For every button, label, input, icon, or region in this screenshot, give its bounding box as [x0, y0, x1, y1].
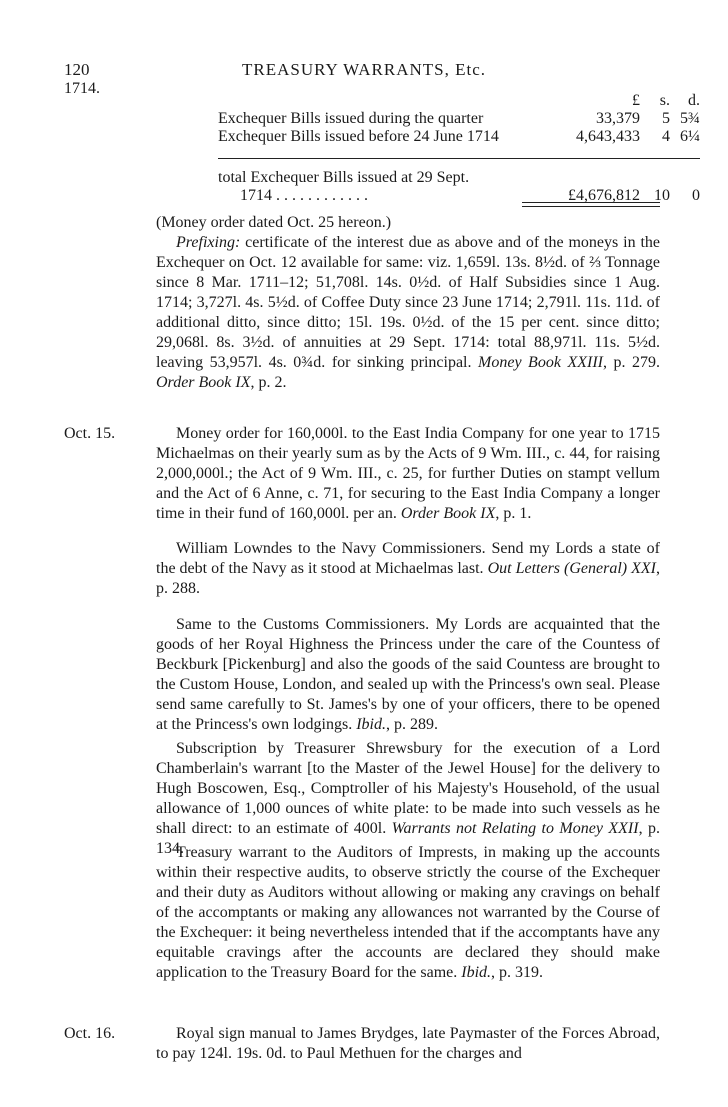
account-row-shillings: 4 — [662, 128, 670, 145]
account-row — [218, 128, 700, 146]
entry-reference: Ibid. — [461, 964, 492, 981]
page-number: 120 — [64, 60, 90, 79]
entry-auditors-warrant — [156, 843, 660, 983]
entry-reference-tail: , p. 1. — [495, 505, 532, 522]
total-pence: 0 — [692, 187, 700, 204]
total-row-line1 — [218, 159, 700, 188]
account-row-label: Exchequer Bills issued before 24 June 1714 — [218, 128, 499, 145]
entry-money-order-note — [156, 213, 660, 233]
total-label-line2: 1714 . . . . . . . . . . . . — [240, 187, 368, 204]
entry-text: William Lowndes to the Navy Commissioners. Send my Lords a state of the debt of the Navy as it stood at Michaelmas last. — [156, 540, 660, 577]
entry-customs-commissioners — [156, 615, 660, 735]
entry-text: certificate of the interest due as above and of the moneys in the Exchequer on Oct. 12 available for same: viz. 1,659l. 13s. 8½d. of ⅔ Tonnage since 8 Mar. 1711–12; 51,708l. 14s. 0½d. of Half Subsidies since 1 Aug. 1714; 3,727l. 4s. 5½d. of Coffee Duty since 23 June 1714; 2,791l. 11s. 11d. of additional ditto, since ditto; 15l. 19s. 0½d. of the 15 per cent. since ditto; 29,068l. 8s. 3½d. of annuities at 29 Sept. 1714: total 88,971l. 11s. 5½d. leaving 53,957l. 4s. 0¾d. for sinking principal. — [156, 234, 660, 371]
entry-reference-2-tail: , p. 2. — [250, 374, 287, 391]
account-row-pounds: 4,643,433 — [576, 128, 640, 145]
total-shillings: 10 — [654, 187, 670, 204]
total-pounds: £4,676,812 — [568, 187, 640, 204]
account-row — [218, 110, 700, 128]
entry-text: Money order for 160,000l. to the East India Company for one year to 1715 Michaelmas on their yearly sum as by the Acts of 9 Wm. III., c. 44, for raising 2,000,000l.; the Act of 9 Wm. III., c. 25, for further Duties on stampt vellum and the Act of 6 Anne, c. 71, for securing to the East India Company a longer time in their fund of 160,000l. per an. — [156, 425, 660, 522]
entry-reference: Ibid. — [356, 716, 386, 733]
entry-reference: Money Book XXIII — [478, 354, 603, 371]
entry-royal-sign-manual — [156, 1024, 660, 1064]
entry-text: Same to the Customs Commissioners. My Lords are acquainted that the goods of her Royal Highness the Princess under the care of the Countess of Beckburk [Pickenburg] and also the goods of the said Countess are brought to the Custom House, London, and sealed up with the Princess's own seal. Please send same carefully to St. James's by one of your officers, there to be opened at the Princess's own lodgings. — [156, 616, 660, 733]
entry-reference-tail: , p. 319. — [491, 964, 544, 981]
entry-reference-tail: , p. 288. — [156, 560, 660, 597]
currency-header-row — [218, 92, 700, 110]
account-row-pence: 5¾ — [680, 110, 700, 127]
entry-text: (Money order dated Oct. 25 hereon.) — [156, 214, 392, 231]
entry-date: Oct. 15. — [64, 425, 116, 442]
entry-reference-tail: , p. 134. — [156, 820, 660, 857]
exchequer-bills-account — [218, 92, 700, 205]
entry-text: Treasury warrant to the Auditors of Imprests, in making up the accounts within their respective audits, to observe strictly the course of the Exchequer and their duty as Auditors without allowing or making any cravings on behalf of the accomptants or making any allowances not warranted by the Course of the Exchequer: it being nevertheless intended that if the accomptants have any equitable cravings after the accounts are declared they should make application to the Treasury Board for the same. — [156, 844, 660, 981]
entry-lead: Prefixing: — [176, 234, 241, 251]
running-title: TREASURY WARRANTS, Etc. — [241, 60, 487, 79]
entry-text: Subscription by Treasurer Shrewsbury for the execution of a Lord Chamberlain's warrant [to the Master of the Jewel House] for the delivery to Hugh Boscowen, Esq., Comptroller of his Majesty's Household, of the usual allowance of 1,000 ounces of white plate: to be made into such vessels as he shall direct: to an estimate of 400l. — [156, 740, 660, 837]
entry-treasurer-subscription — [156, 739, 660, 859]
shillings-header: s. — [659, 92, 670, 109]
entry-text: Royal sign manual to James Brydges, late Paymaster of the Forces Abroad, to pay 124l. 19s. 0d. to Paul Methuen for the charges and — [156, 1025, 660, 1062]
pence-header: d. — [688, 92, 700, 109]
account-row-shillings: 5 — [662, 110, 670, 127]
total-double-rule — [522, 202, 660, 207]
page-header — [0, 60, 728, 84]
total-label-line1: total Exchequer Bills issued at 29 Sept. — [218, 159, 546, 188]
entry-date: Oct. 16. — [64, 1025, 116, 1042]
account-row-pounds: 33,379 — [596, 110, 640, 127]
entry-prefixing — [156, 233, 660, 393]
entry-reference: Order Book IX — [400, 505, 496, 522]
entry-reference-tail: , p. 279. — [602, 354, 661, 371]
margin-year: 1714. — [64, 80, 100, 97]
entry-navy-commissioners — [156, 539, 660, 599]
account-row-label: Exchequer Bills issued during the quarter — [218, 110, 484, 127]
entry-reference: Warrants not Relating to Money XXII — [391, 820, 639, 837]
entry-east-india-money-order — [156, 424, 660, 524]
entry-reference: Out Letters (General) XXI — [487, 560, 656, 577]
pounds-header: £ — [632, 92, 640, 109]
entry-reference-tail: , p. 289. — [385, 716, 438, 733]
account-row-pence: 6¼ — [680, 128, 700, 145]
entry-reference-2: Order Book IX — [156, 374, 251, 391]
